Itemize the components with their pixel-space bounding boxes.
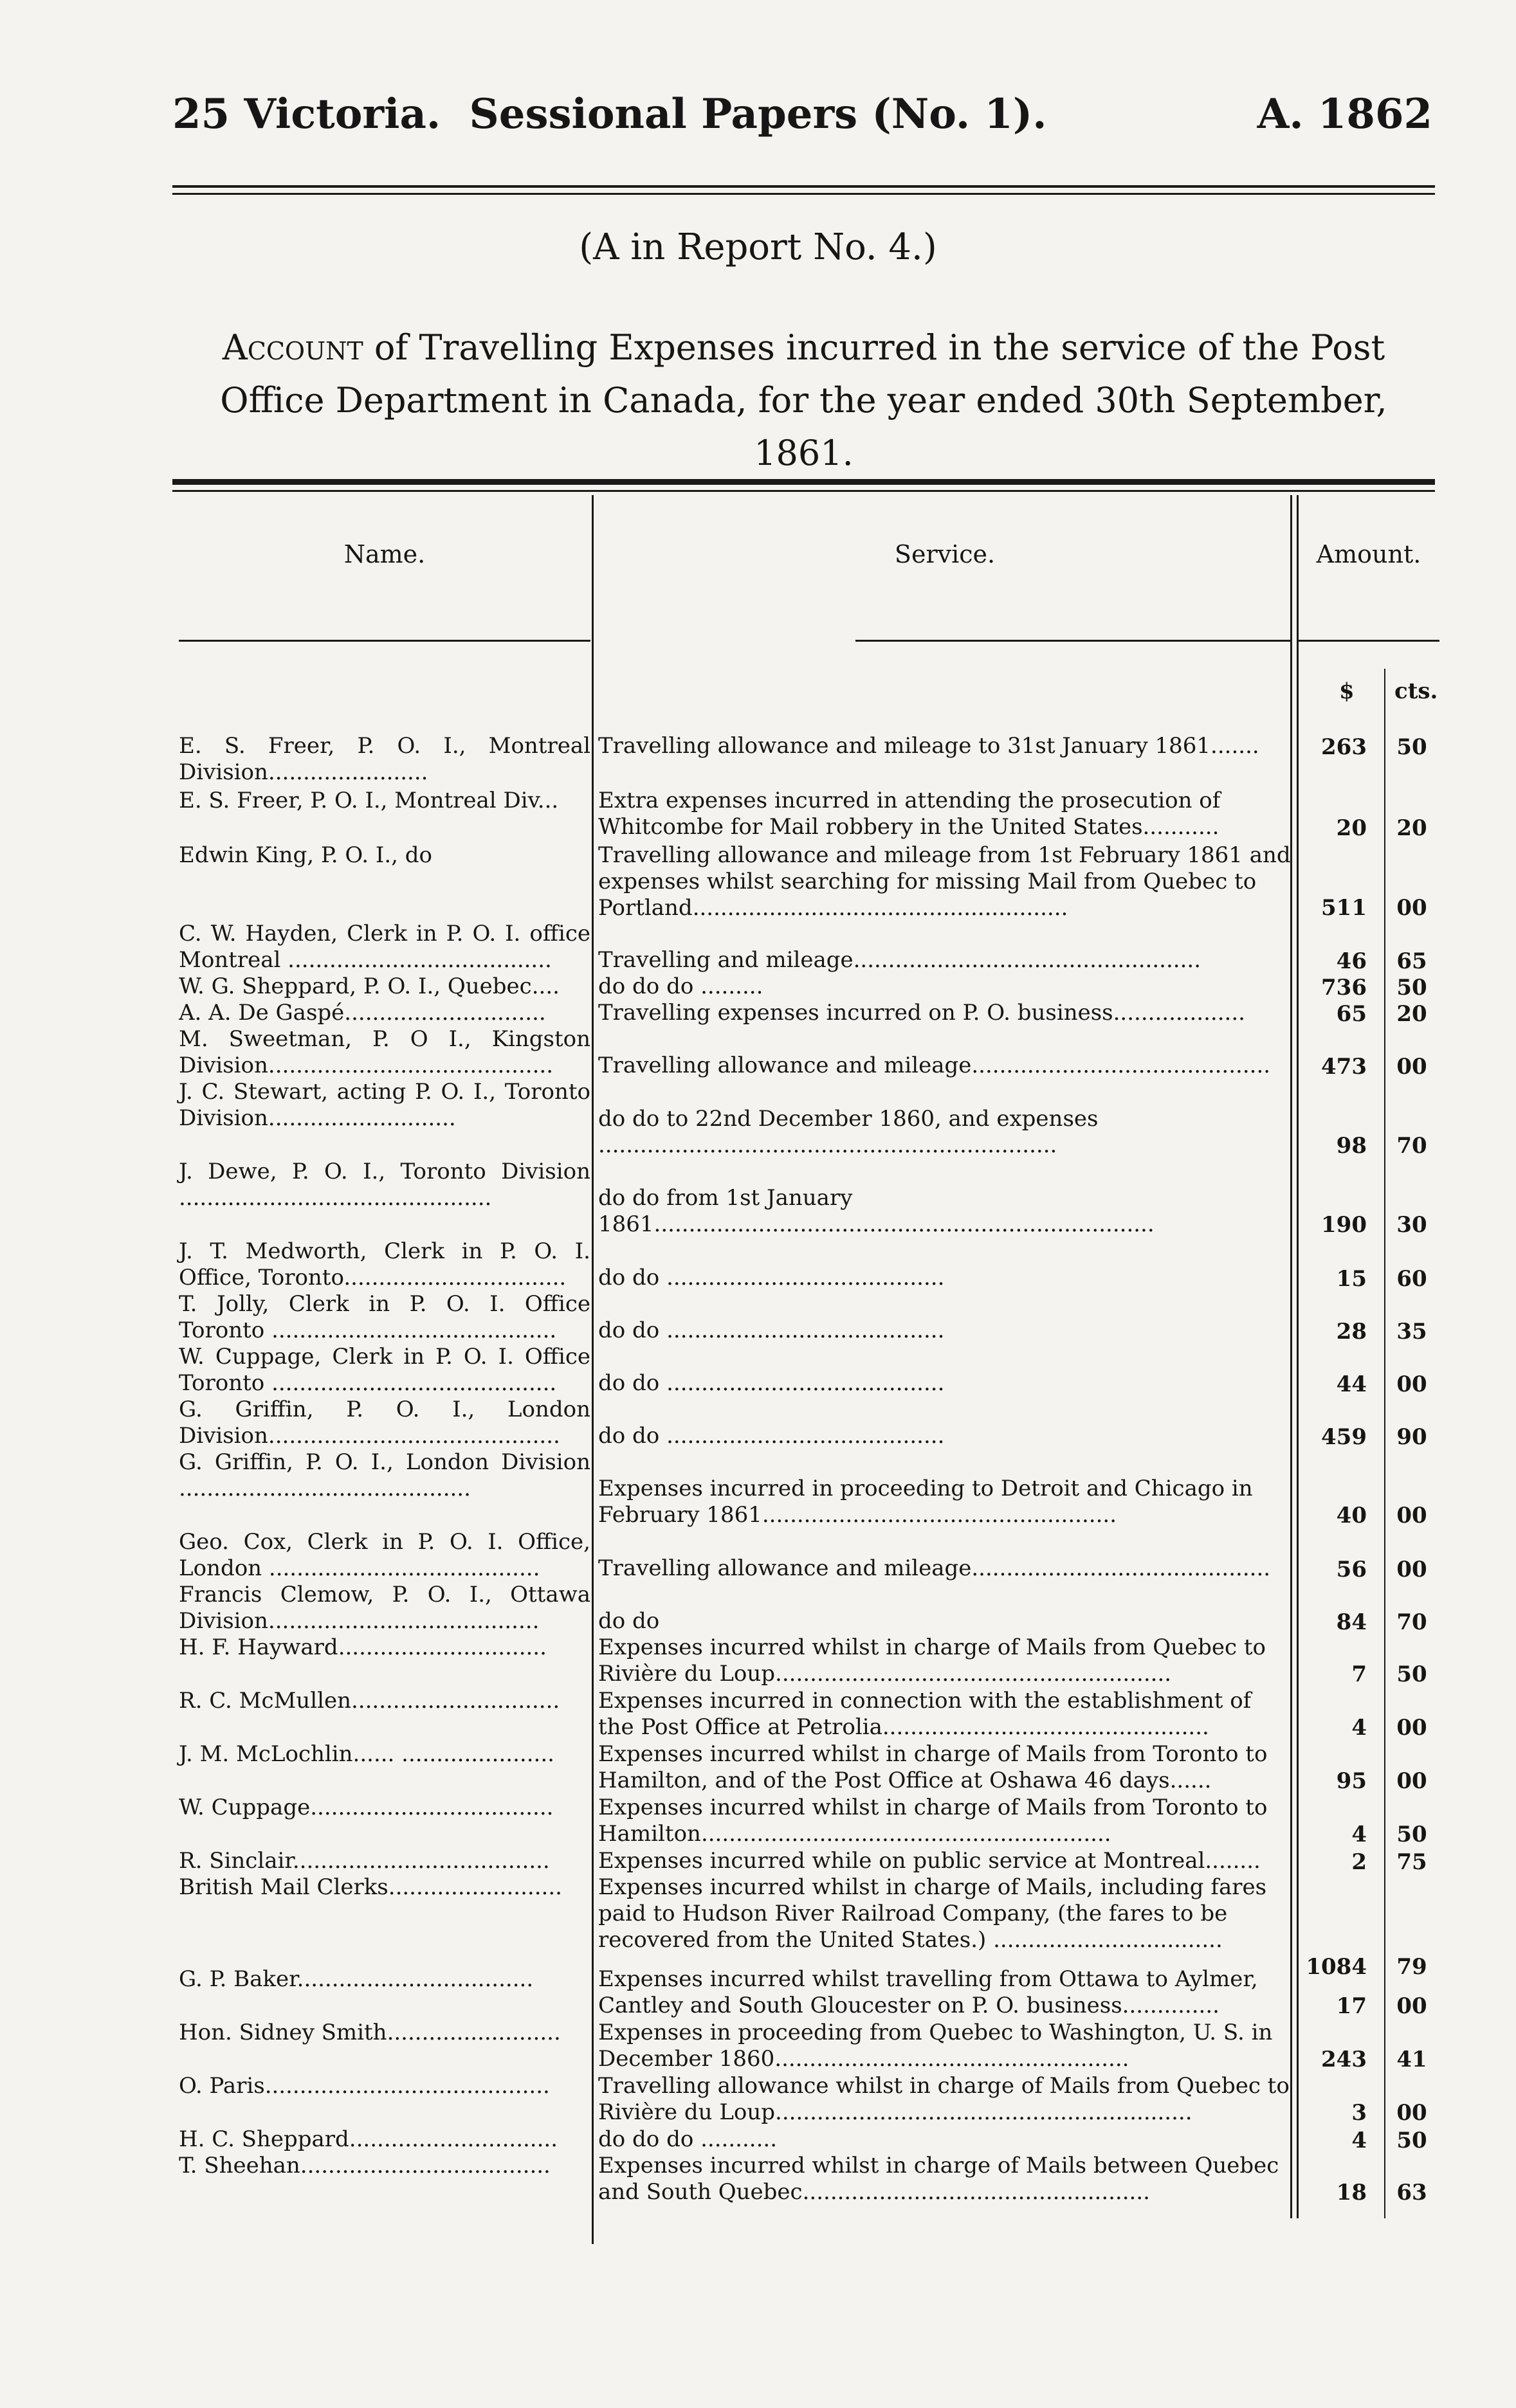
row-amount-cents: 00 bbox=[1396, 1054, 1427, 1080]
row-amount-cents: 75 bbox=[1396, 1849, 1427, 1875]
row-amount-dollars: 4 bbox=[1351, 1822, 1367, 1847]
row-service: Travelling allowance and mileage........................................... bbox=[598, 1053, 1271, 1078]
row-amount-dollars: 7 bbox=[1351, 1661, 1367, 1687]
row-name: Edwin King, P. O. I., do bbox=[179, 842, 433, 868]
row-name: Francis Clemow, P. O. I., Ottawa Division....................................... bbox=[179, 1582, 590, 1634]
document-title bbox=[172, 321, 1435, 480]
row-service: Expenses incurred whilst in charge of Mails between Quebec and South Quebec.................................................. bbox=[598, 2153, 1279, 2205]
table-rule-thin bbox=[172, 490, 1435, 492]
row-service: Travelling and mileage.................................................. bbox=[598, 947, 1201, 973]
row-name: G. Griffin, P. O. I., London Division .......................................... bbox=[179, 1449, 590, 1501]
row-amount-dollars: 40 bbox=[1336, 1503, 1367, 1528]
row-name: C. W. Hayden, Clerk in P. O. I. office Montreal ...................................... bbox=[179, 921, 590, 973]
row-amount-dollars: 46 bbox=[1336, 948, 1367, 974]
running-header-right: A. 1862 bbox=[1257, 90, 1432, 138]
row-service: do do do ........... bbox=[598, 2126, 778, 2152]
row-amount-cents: 00 bbox=[1396, 1557, 1427, 1582]
running-header-center: Sessional Papers (No. 1). bbox=[469, 90, 1047, 138]
title-rest: of Travelling Expenses incurred in the service of the Post Office Department in Canada, for the year ended 30th September, 1861. bbox=[220, 327, 1387, 473]
row-service: Expenses incurred whilst in charge of Mails from Toronto to Hamilton........................................................... bbox=[598, 1795, 1268, 1847]
report-subheading: (A in Report No. 4.) bbox=[579, 226, 937, 268]
row-amount-cents: 63 bbox=[1396, 2180, 1427, 2205]
row-name: British Mail Clerks......................... bbox=[179, 1874, 562, 1900]
row-service: Expenses in proceeding from Quebec to Washington, U. S. in December 1860................................................... bbox=[598, 2020, 1273, 2072]
row-amount-dollars: 2 bbox=[1351, 1849, 1367, 1875]
row-amount-dollars: 56 bbox=[1336, 1557, 1367, 1582]
row-name: W. G. Sheppard, P. O. I., Quebec.... bbox=[179, 973, 560, 999]
row-service: Expenses incurred while on public service at Montreal........ bbox=[598, 1848, 1261, 1874]
column-header-amount: Amount. bbox=[1316, 540, 1421, 568]
row-name: M. Sweetman, P. O I., Kingston Division......................................... bbox=[179, 1026, 590, 1078]
row-service: do do ........................................ bbox=[598, 1317, 945, 1343]
header-rule-bottom bbox=[172, 193, 1435, 195]
row-amount-dollars: 190 bbox=[1321, 1212, 1367, 1238]
row-amount-dollars: 15 bbox=[1336, 1266, 1367, 1292]
row-amount-cents: 50 bbox=[1396, 734, 1427, 760]
row-service: Expenses incurred whilst in charge of Mails from Quebec to Rivière du Loup......................................................... bbox=[598, 1634, 1266, 1687]
row-amount-cents: 35 bbox=[1396, 1319, 1427, 1344]
running-header-left: 25 Victoria. bbox=[172, 90, 441, 138]
column-divider-cents bbox=[1384, 669, 1385, 2218]
row-service: Expenses incurred in proceeding to Detroit and Chicago in February 1861................................................... bbox=[598, 1476, 1253, 1528]
row-service: do do ........................................ bbox=[598, 1370, 945, 1396]
row-name: H. C. Sheppard.............................. bbox=[179, 2126, 558, 2152]
row-name: J. T. Medworth, Clerk in P. O. I. Office, Toronto................................ bbox=[179, 1238, 590, 1290]
row-amount-dollars: 4 bbox=[1351, 2128, 1367, 2153]
unit-cents: cts. bbox=[1394, 678, 1438, 704]
table-rule-thick bbox=[172, 479, 1435, 485]
row-amount-cents: 00 bbox=[1396, 2100, 1427, 2126]
row-amount-dollars: 511 bbox=[1321, 895, 1367, 921]
row-amount-dollars: 95 bbox=[1336, 1768, 1367, 1794]
row-service: Expenses incurred in connection with the establishment of the Post Office at Petrolia............................................... bbox=[598, 1688, 1252, 1740]
row-amount-cents: 30 bbox=[1396, 1212, 1427, 1238]
row-name: H. F. Hayward.............................. bbox=[179, 1634, 547, 1660]
row-name: W. Cuppage................................... bbox=[179, 1795, 554, 1820]
row-name: J. Dewe, P. O. I., Toronto Division ............................................. bbox=[179, 1159, 590, 1211]
column-header-name: Name. bbox=[343, 540, 426, 568]
row-amount-dollars: 98 bbox=[1336, 1133, 1367, 1159]
row-amount-cents: 79 bbox=[1396, 1954, 1427, 1980]
row-name: O. Paris......................................... bbox=[179, 2073, 550, 2099]
row-amount-cents: 00 bbox=[1396, 1768, 1427, 1794]
row-amount-dollars: 3 bbox=[1351, 2100, 1367, 2126]
row-service: Travelling expenses incurred on P. O. business................... bbox=[598, 1000, 1245, 1026]
row-amount-cents: 70 bbox=[1396, 1133, 1427, 1159]
row-amount-dollars: 263 bbox=[1321, 734, 1367, 760]
row-name: A. A. De Gaspé............................. bbox=[179, 1000, 546, 1026]
row-amount-cents: 65 bbox=[1396, 948, 1427, 974]
row-amount-dollars: 1084 bbox=[1306, 1954, 1367, 1980]
row-amount-dollars: 28 bbox=[1336, 1319, 1367, 1344]
row-amount-dollars: 65 bbox=[1336, 1001, 1367, 1027]
row-service: Travelling allowance and mileage........................................... bbox=[598, 1555, 1271, 1581]
row-name: R. C. McMullen.............................. bbox=[179, 1688, 560, 1714]
row-amount-cents: 00 bbox=[1396, 1715, 1427, 1741]
row-name: G. P. Baker.................................. bbox=[179, 1966, 534, 1992]
row-amount-cents: 20 bbox=[1396, 815, 1427, 841]
row-service: Travelling allowance and mileage from 1st February 1861 and expenses whilst searching for missing Mail from Quebec to Portland...................................................... bbox=[598, 842, 1291, 921]
row-service: do do do ......... bbox=[598, 973, 763, 999]
row-amount-dollars: 20 bbox=[1336, 815, 1367, 841]
row-service: Extra expenses incurred in attending the prosecution of Whitcombe for Mail robbery in the United States........... bbox=[598, 788, 1221, 840]
row-service: Expenses incurred whilst travelling from Ottawa to Aylmer, Cantley and South Gloucester on P. O. business.............. bbox=[598, 1966, 1258, 2018]
row-amount-cents: 20 bbox=[1396, 1001, 1427, 1027]
column-header-service: Service. bbox=[894, 540, 996, 568]
row-service: do do ........................................ bbox=[598, 1265, 945, 1290]
title-lead: Account bbox=[222, 327, 363, 368]
column-divider-amount-b bbox=[1297, 495, 1299, 2218]
row-amount-cents: 50 bbox=[1396, 975, 1427, 1000]
row-name: Hon. Sidney Smith......................... bbox=[179, 2020, 561, 2045]
unit-dollars: $ bbox=[1339, 678, 1355, 704]
row-amount-cents: 00 bbox=[1396, 895, 1427, 921]
row-amount-cents: 50 bbox=[1396, 2128, 1427, 2153]
row-amount-cents: 00 bbox=[1396, 1503, 1427, 1528]
row-service: do do ........................................ bbox=[598, 1423, 945, 1449]
row-service: do do bbox=[598, 1608, 660, 1634]
row-name: E. S. Freer, P. O. I., Montreal Div... bbox=[179, 788, 559, 813]
header-rule-top bbox=[172, 185, 1435, 188]
row-amount-dollars: 736 bbox=[1321, 975, 1367, 1000]
row-name: G. Griffin, P. O. I., London Division.......................................... bbox=[179, 1397, 590, 1449]
header-underline-amount bbox=[1298, 640, 1439, 642]
row-amount-dollars: 4 bbox=[1351, 1715, 1367, 1741]
row-name: Geo. Cox, Clerk in P. O. I. Office, London ....................................... bbox=[179, 1529, 590, 1581]
row-amount-dollars: 459 bbox=[1321, 1424, 1367, 1450]
row-name: J. M. McLochlin...... ...................... bbox=[179, 1741, 554, 1767]
row-amount-cents: 00 bbox=[1396, 1371, 1427, 1397]
row-amount-cents: 60 bbox=[1396, 1266, 1427, 1292]
row-service: Expenses incurred whilst in charge of Mails, including fares paid to Hudson River Railroad Company, (the fares to be recovered from the United States.) ................................. bbox=[598, 1874, 1267, 1953]
row-name: T. Jolly, Clerk in P. O. I. Office Toronto ......................................... bbox=[179, 1291, 590, 1343]
row-name: R. Sinclair..................................... bbox=[179, 1848, 550, 1874]
row-service: Travelling allowance whilst in charge of Mails from Quebec to Rivière du Loup............................................................ bbox=[598, 2073, 1290, 2125]
row-name: J. C. Stewart, acting P. O. I., Toronto Division........................... bbox=[179, 1079, 590, 1131]
row-amount-dollars: 84 bbox=[1336, 1609, 1367, 1635]
row-amount-dollars: 473 bbox=[1321, 1054, 1367, 1080]
row-name: W. Cuppage, Clerk in P. O. I. Office Toronto ......................................... bbox=[179, 1344, 590, 1396]
row-service: Expenses incurred whilst in charge of Mails from Toronto to Hamilton, and of the Post Office at Oshawa 46 days...... bbox=[598, 1741, 1268, 1793]
row-amount-cents: 50 bbox=[1396, 1661, 1427, 1687]
row-service: do do from 1st January 1861........................................................................ bbox=[598, 1185, 1155, 1237]
row-amount-dollars: 17 bbox=[1336, 1993, 1367, 2019]
column-divider-name bbox=[592, 495, 594, 2244]
row-service: Travelling allowance and mileage to 31st January 1861....... bbox=[598, 733, 1259, 759]
header-underline-name bbox=[179, 640, 590, 642]
header-underline-service bbox=[855, 640, 1290, 642]
row-amount-dollars: 18 bbox=[1336, 2180, 1367, 2205]
row-amount-cents: 70 bbox=[1396, 1609, 1427, 1635]
row-name: E. S. Freer, P. O. I., Montreal Division....................... bbox=[179, 733, 590, 785]
row-amount-dollars: 44 bbox=[1336, 1371, 1367, 1397]
row-service: do do to 22nd December 1860, and expenses .................................................................. bbox=[598, 1106, 1099, 1158]
row-name: T. Sheehan.................................... bbox=[179, 2153, 551, 2178]
row-amount-cents: 90 bbox=[1396, 1424, 1427, 1450]
row-amount-cents: 50 bbox=[1396, 1822, 1427, 1847]
row-amount-cents: 00 bbox=[1396, 1993, 1427, 2019]
row-amount-dollars: 243 bbox=[1321, 2047, 1367, 2072]
row-amount-cents: 41 bbox=[1396, 2047, 1427, 2072]
